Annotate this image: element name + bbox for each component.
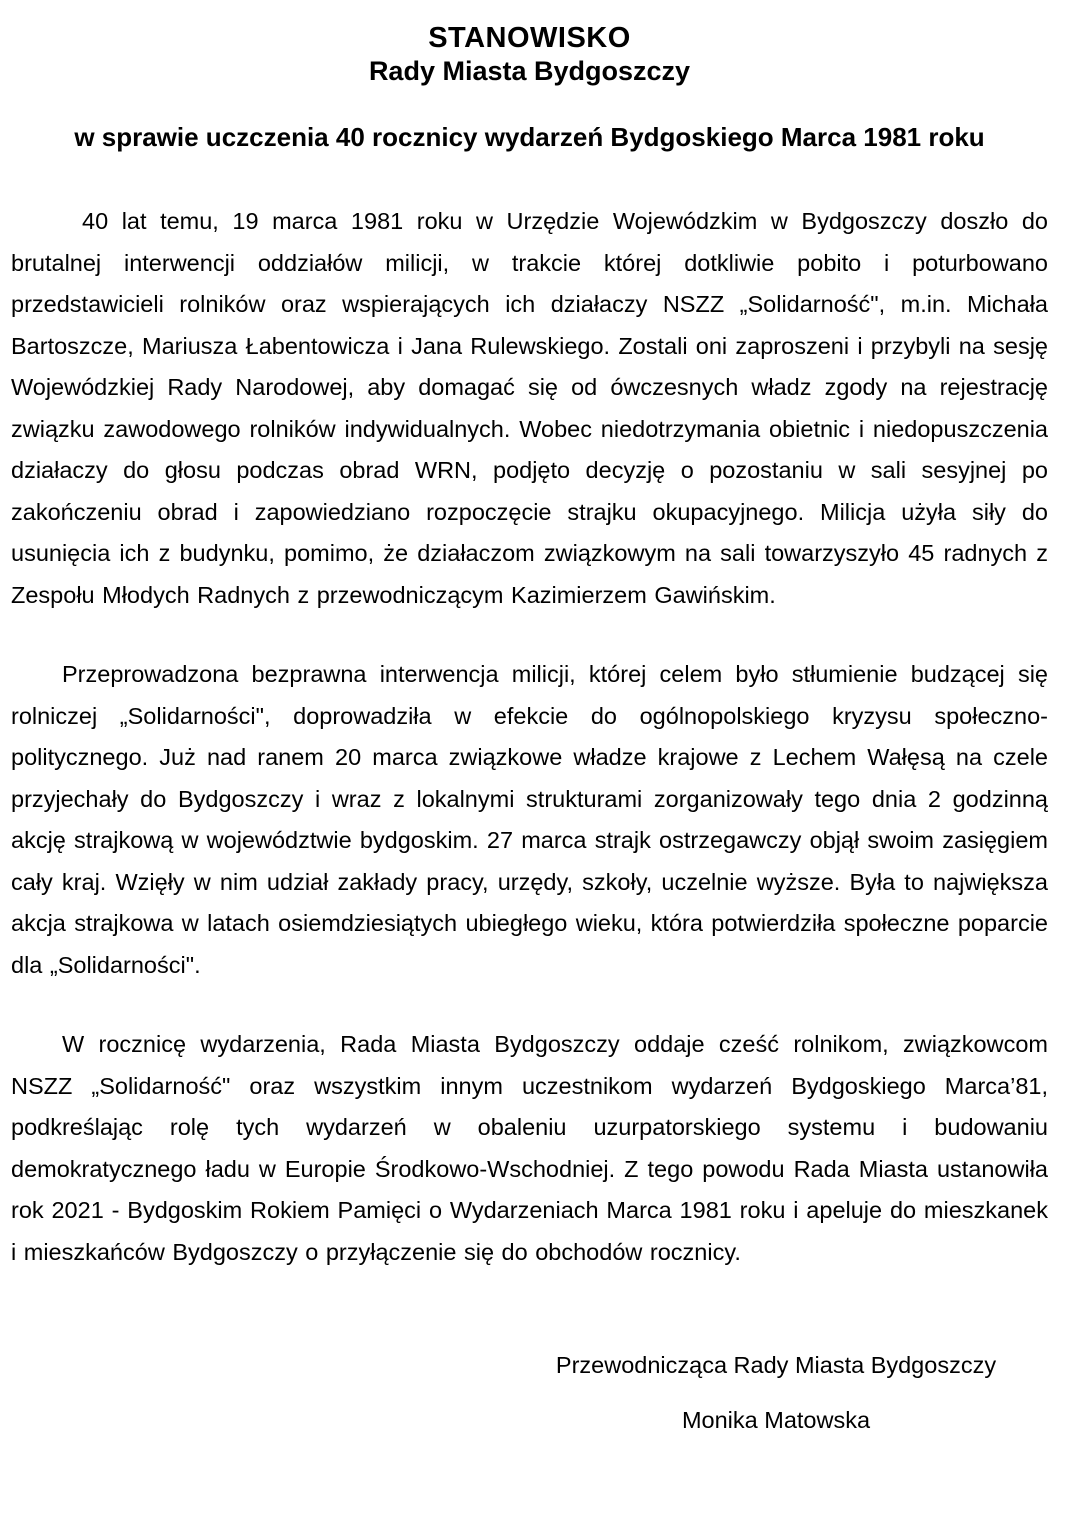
document-issuer: Rady Miasta Bydgoszczy (368, 56, 691, 86)
document-subject: w sprawie uczczenia 40 rocznicy wydarzeń Bydgoskiego Marca 1981 roku (74, 122, 985, 152)
document-title: STANOWISKO (428, 22, 631, 54)
signature-role: Przewodnicząca Rady Miasta Bydgoszczy (555, 1352, 997, 1378)
document-header (11, 22, 1048, 154)
signature-block (511, 1351, 1041, 1434)
paragraph-1: 40 lat temu, 19 marca 1981 roku w Urzędzie Wojewódzkim w Bydgoszczy doszło do brutalnej interwencji oddziałów milicji, w trakcie której dotkliwie pobito i poturbowano przedstawicieli rolników oraz wspierających ich działaczy NSZZ „Solidarność", m.in. Michała Bartoszcze, Mariusza Łabentowicza i Jana Rulewskiego. Zostali oni zaproszeni i przybyli na sesję Wojewódzkiej Rady Narodowej, aby domagać się od ówczesnych władz zgody na rejestrację związku zawodowego rolników indywidualnych. Wobec niedotrzymania obietnic i niedopuszczenia działaczy do głosu podczas obrad WRN, podjęto decyzję o pozostaniu w sali sesyjnej po zakończeniu obrad i zapowiedziano rozpoczęcie strajku okupacyjnego. Milicja użyła siły do usunięcia ich z budynku, pomimo, że działaczom związkowym na sali towarzyszyło 45 radnych z Zespołu Młodych Radnych z przewodniczącym Kazimierzem Gawińskim. (11, 208, 1048, 608)
paragraph-3: W rocznicę wydarzenia, Rada Miasta Bydgoszczy oddaje cześć rolnikom, związkowcom NSZZ „Solidarność" oraz wszystkim innym uczestnikom wydarzeń Bydgoskiego Marca’81, podkreślając rolę tych wydarzeń w obaleniu uzurpatorskiego systemu i budowaniu demokratycznego ładu w Europie Środkowo-Wschodniej. Z tego powodu Rada Miasta ustanowiła rok 2021 - Bydgoskim Rokiem Pamięci o Wydarzeniach Marca 1981 roku i apeluje do mieszkanek i mieszkańców Bydgoszczy o przyłączenie się do obchodów rocznicy. (11, 1031, 1048, 1265)
paragraph-2: Przeprowadzona bezprawna interwencja milicji, której celem było stłumienie budzącej się rolniczej „Solidarności", doprowadziła w efekcie do ogólnopolskiego kryzysu społeczno-politycznego. Już nad ranem 20 marca związkowe władze krajowe z Lechem Wałęsą na czele przyjechały do Bydgoszczy i wraz z lokalnymi strukturami zorganizowały tego dnia 2 godzinną akcję strajkową w województwie bydgoskim. 27 marca strajk ostrzegawczy objął swoim zasięgiem cały kraj. Wzięły w nim udział zakłady pracy, urzędy, szkoły, uczelnie wyższe. Była to największa akcja strajkowa w latach osiemdziesiątych ubiegłego wieku, która potwierdziła społeczne poparcie dla „Solidarności". (11, 661, 1048, 978)
signature-name: Monika Matowska (681, 1407, 871, 1433)
document-body (11, 201, 1048, 1273)
